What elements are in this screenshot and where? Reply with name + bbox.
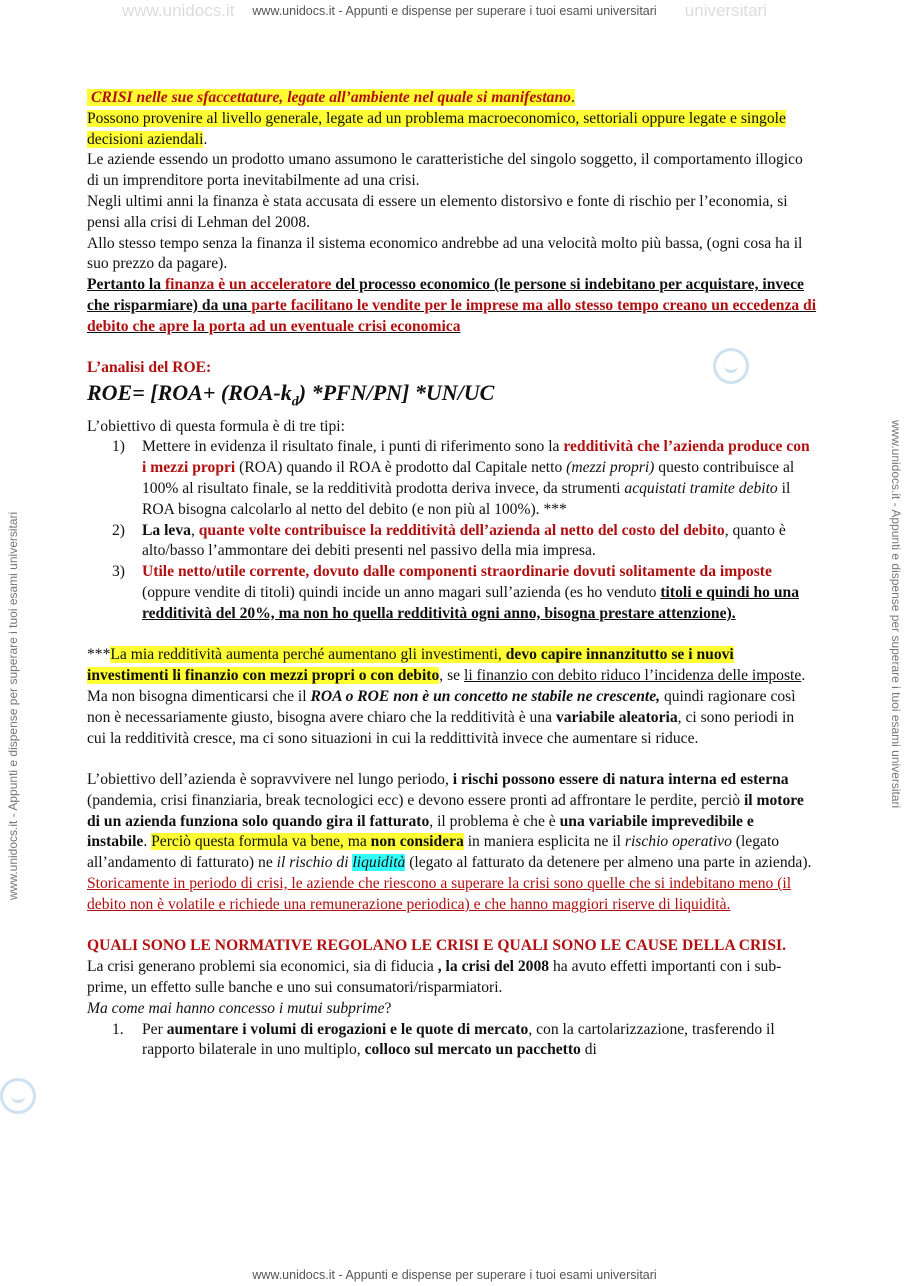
unidocs-logo-icon	[0, 1078, 36, 1114]
section-crisi	[87, 88, 817, 109]
text: li finanzio con debito riduco l’incidenza delle imposte	[463, 667, 802, 685]
list-item	[112, 437, 817, 520]
text: Per	[142, 1020, 167, 1038]
subprime-list	[87, 1020, 817, 1062]
text: L’obiettivo dell’azienda è sopravvivere nel lungo periodo,	[87, 771, 453, 789]
paragraph	[87, 957, 817, 999]
paragraph: Negli ultimi anni la finanza è stata accusata di essere un elemento distorsivo e fonte di rischio per l’economia, si pensi alla crisi di Lehman del 2008.	[87, 192, 788, 231]
watermark-ghost-right: universitari	[684, 1, 767, 20]
text: il rischio di	[276, 854, 353, 872]
watermark-bottom: www.unidocs.it - Appunti e dispense per superare i tuoi esami universitari	[252, 1268, 657, 1282]
formula-subscript: d	[291, 394, 299, 410]
text: (pandemia, crisi finanziaria, break tecnologici ecc) e devono essere pronti ad affrontare le perdite, perciò	[87, 791, 744, 809]
text: rischio operativo	[624, 833, 732, 851]
list-item	[112, 1020, 817, 1062]
text: quindi ragionare così non è necessariamente giusto, bisogna avere chiaro che la redditività è una	[87, 687, 796, 726]
list-number: 1)	[112, 438, 125, 456]
text: ROA o ROE non è un concetto ne stabile ne crescente,	[310, 687, 661, 705]
text: .	[143, 833, 152, 851]
objective-paragraph	[87, 770, 817, 874]
text: Pertanto la	[87, 276, 165, 294]
crisi-title: CRISI nelle sue sfaccettature, legate all’ambiente nel quale si manifestano	[87, 89, 571, 106]
highlighted-text: Perciò questa formula va bene, ma	[151, 833, 371, 851]
roe-intro: L’obiettivo di questa formula è di tre tipi:	[87, 417, 345, 435]
text: Utile netto/utile corrente, dovuto dalle componenti straordinarie dovuti solitamente da imposte	[142, 563, 772, 581]
paragraph-finanza	[87, 275, 817, 337]
document-body	[87, 88, 817, 1061]
text: aumentare i volumi di erogazioni e le quote di mercato	[166, 1020, 529, 1038]
normative-heading: QUALI SONO LE NORMATIVE REGOLANO LE CRISI E QUALI SONO LE CAUSE DELLA CRISI.	[87, 937, 786, 955]
list-item	[112, 562, 817, 624]
text: il motore di un azienda funziona solo quando gira il fatturato	[87, 791, 804, 830]
text: del processo economico (le persone si indebitano per acquistare, invece che risparmiare) da una	[87, 276, 804, 314]
highlighted-text: non considera	[370, 833, 464, 851]
text: , la crisi del 2008	[437, 958, 550, 976]
text: di	[580, 1041, 597, 1059]
text: , se	[439, 667, 464, 685]
formula-part: ) *PFN/PN] *UN/UC	[298, 380, 495, 406]
text: ,	[190, 521, 199, 539]
text: (legato all’andamento di fatturato) ne	[87, 833, 780, 872]
list-number: 1.	[112, 1020, 124, 1038]
text: ha avuto effetti importanti con i sub-prime, un effetto sulle banche e uno sui consumatori/risparmiatori.	[87, 958, 782, 997]
text: (oppure vendite di titoli) quindi incide un anno magari sull’azienda (es ho venduto	[142, 583, 661, 601]
watermark-top-text: www.unidocs.it - Appunti e dispense per superare i tuoi esami universitari	[252, 4, 657, 18]
text: , ci sono periodi in cui la redditività cresce, ma ci sono situazioni in cui la reddittività invece che aumentare si riduce.	[87, 708, 795, 747]
text: Ma come mai hanno concesso i mutui subprime	[87, 999, 385, 1017]
paragraph: Le aziende essendo un prodotto umano assumono le caratteristiche del singolo soggetto, il comportamento illogico di un imprenditore porta inevitabilmente ad una crisi.	[87, 151, 803, 190]
watermark-side-right: www.unidocs.it - Appunti e dispense per superare i tuoi esami universitari	[889, 420, 903, 809]
paragraph	[87, 999, 817, 1020]
paragraph	[87, 109, 817, 151]
text: (ROA) quando il ROA è prodotto dal Capitale netto	[235, 459, 567, 477]
list-number: 3)	[112, 563, 125, 581]
crisi-title-end: .	[570, 89, 575, 106]
watermark-top	[0, 1, 909, 20]
roe-heading: L’analisi del ROE:	[87, 359, 212, 377]
text: titoli e quindi ho una redditività del 20%, ma non ho quella redditività ogni anno, bisogna prestare attenzione).	[142, 583, 800, 622]
text: .	[203, 130, 208, 148]
text: ***	[87, 646, 111, 664]
text: , il problema è che è	[429, 812, 560, 830]
highlighted-text: liquidità	[352, 854, 406, 872]
text: variabile aleatoria	[555, 708, 678, 726]
text: i rischi possono essere di natura interna ed esterna	[452, 771, 789, 789]
text: (mezzi propri)	[566, 459, 655, 477]
roe-formula	[87, 379, 817, 416]
note-paragraph	[87, 645, 817, 749]
formula-part: ROE= [ROA+ (ROA-k	[87, 380, 292, 406]
historical-note: Storicamente in periodo di crisi, le aziende che riescono a superare la crisi sono quelle che si indebitano meno (il debito non è volatile e richiede una remunerazione periodica) e che hanno maggiori riserve di liquidità.	[87, 875, 792, 913]
list-item	[112, 521, 817, 563]
text: (legato al fatturato da detenere per almeno una parte in azienda).	[405, 854, 812, 872]
text: colloco sul mercato un pacchetto	[364, 1041, 581, 1059]
text: , quanto è alto/basso l’ammontare dei debiti presenti nel passivo della mia impresa.	[142, 521, 786, 560]
text: , con la cartolarizzazione, trasferendo il rapporto bilaterale in uno multiplo,	[142, 1020, 775, 1059]
text: La leva	[142, 521, 191, 539]
text: ?	[384, 999, 392, 1017]
highlighted-text: Possono provenire al livello generale, legate ad un problema macroeconomico, settoriali oppure legate e singole decisioni aziendali	[87, 109, 786, 148]
highlighted-text: devo capire innanzitutto se i nuovi investimenti li finanzio con mezzi propri o con debito	[87, 646, 734, 685]
watermark-side-left: www.unidocs.it - Appunti e dispense per superare i tuoi esami universitari	[6, 511, 20, 900]
text: il ROA bisogna calcolarlo al netto del debito (e non più al 100%). ***	[142, 479, 791, 518]
text: acquistati tramite debito	[624, 479, 778, 497]
text: redditività che l’azienda produce con i mezzi propri	[142, 438, 810, 477]
text: Mettere in evidenza il risultato finale, i punti di riferimento sono la	[142, 438, 564, 456]
list-number: 2)	[112, 521, 125, 539]
text: finanza è un acceleratore	[164, 276, 332, 294]
text: parte facilitano le vendite per le imprese ma allo stesso tempo creano un eccedenza di debito che apre la porta ad un eventuale crisi economica	[87, 296, 817, 335]
text: questo contribuisce al 100% al risultato finale, se la redditività prodotta deriva invece, da strumenti	[142, 459, 795, 497]
text: La crisi generano problemi sia economici, sia di fiducia	[87, 958, 438, 976]
text: quante volte contribuisce la redditività dell’azienda al netto del costo del debito	[198, 521, 725, 539]
text: una variabile imprevedibile e instabile	[87, 812, 754, 851]
watermark-ghost-left: www.unidocs.it	[122, 1, 235, 20]
text: . Ma non bisogna dimenticarsi che il	[87, 667, 806, 705]
roe-list	[87, 437, 817, 624]
text: in maniera esplicita ne il	[463, 833, 625, 851]
highlighted-text: La mia redditività aumenta perché aumentano gli investimenti,	[110, 646, 506, 664]
paragraph: Allo stesso tempo senza la finanza il sistema economico andrebbe ad una velocità molto più bassa, (ogni cosa ha il suo prezzo da pagare).	[87, 234, 803, 273]
